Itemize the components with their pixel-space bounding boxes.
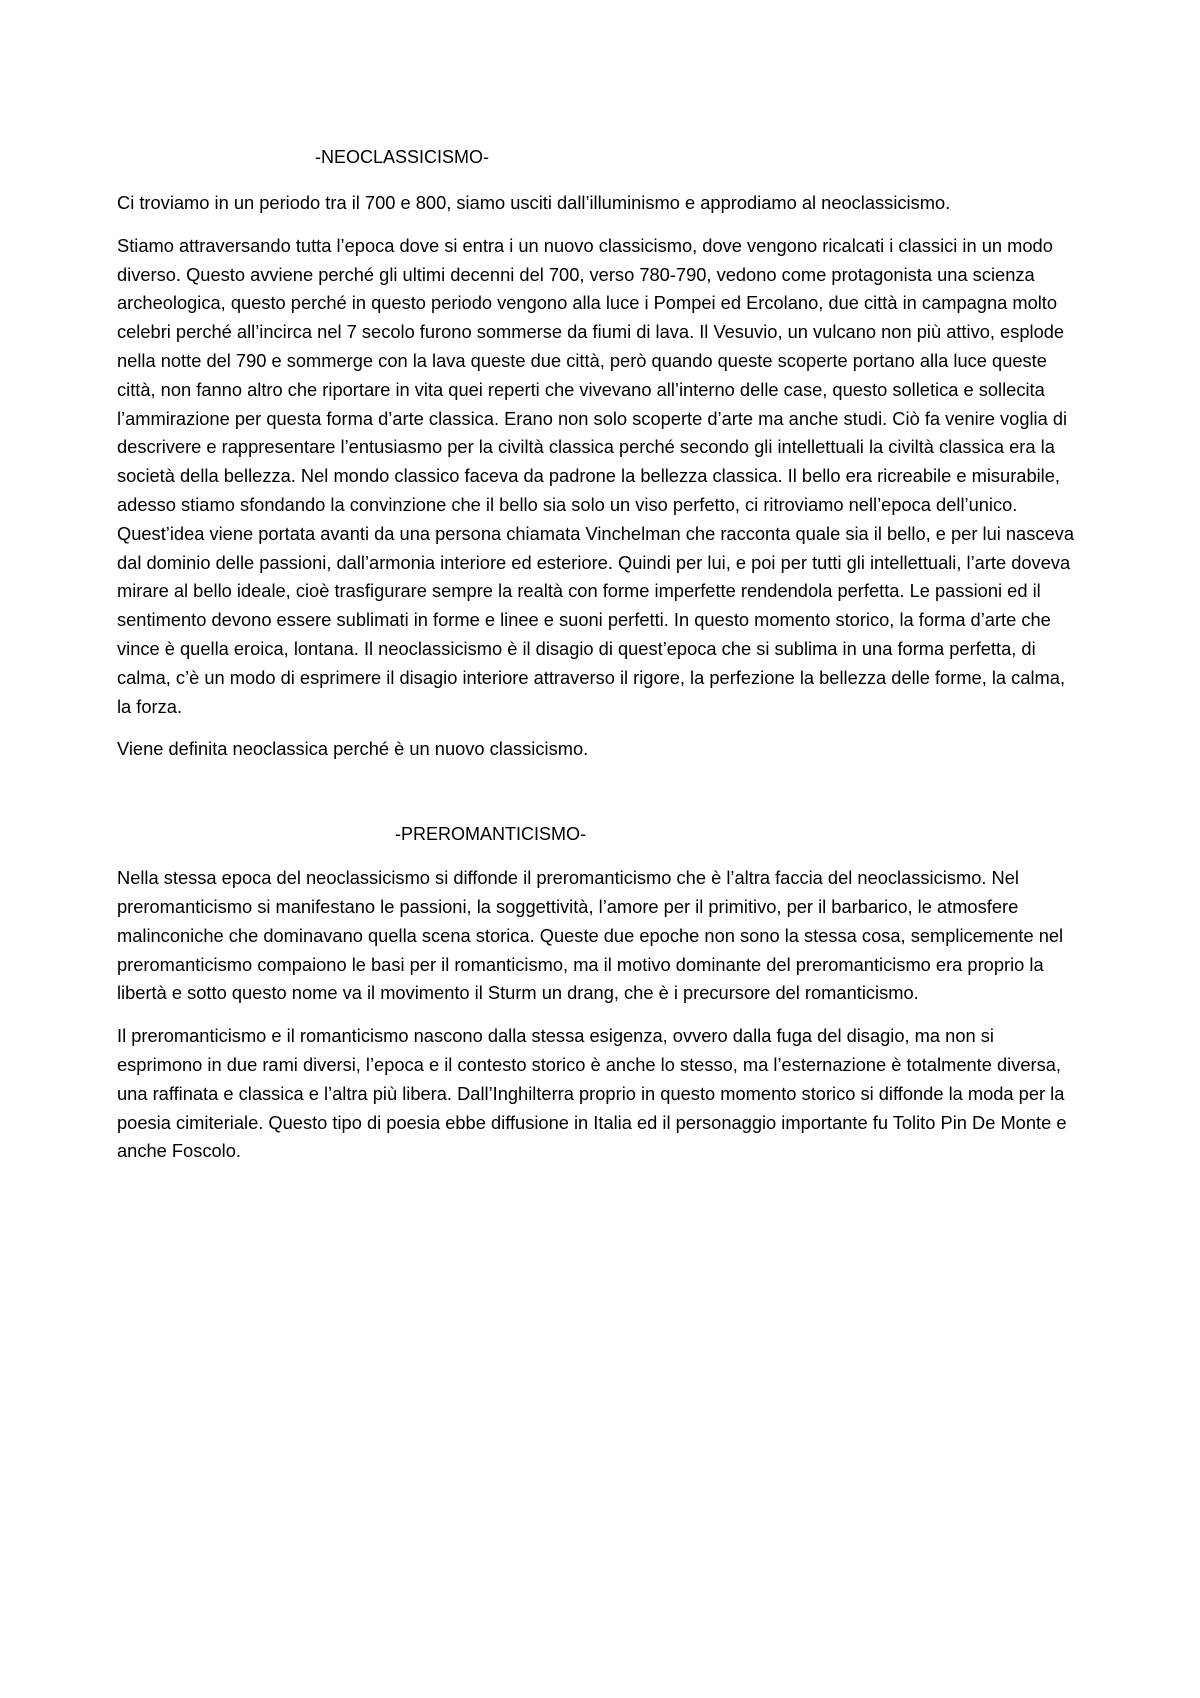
section-title-neoclassicismo: -NEOCLASSICISMO- [315,147,490,167]
paragraph-preromanticismo-body: Il preromanticismo e il romanticismo nascono dalla stessa esigenza, ovvero dalla fuga del disagio, ma non si esprimono in due rami diversi, l’epoca e il contesto storico è anche lo stesso, ma l’esternazione è totalmente diversa, una raffinata e classica e l’altra più libera. Dall’Inghilterra proprio in questo momento storico si diffonde la moda per la poesia cimiteriale. Questo tipo di poesia ebbe diffusione in Italia ed il personaggio importante fu Tolito Pin De Monte e anche Foscolo. [117,1025,1067,1162]
section-title-preromanticismo: -PREROMANTICISMO- [395,824,586,845]
document-body [117,143,1083,1180]
paragraph-intro: Ci troviamo in un periodo tra il 700 e 800, siamo usciti dall’illuminismo e approdiamo al neoclassicismo. [117,192,951,213]
paragraph-neoclassicismo-definition: Viene definita neoclassica perché è un nuovo classicismo. [117,738,589,760]
paragraph-preromanticismo-intro: Nella stessa epoca del neoclassicismo si diffonde il preromanticismo che è l’altra faccia del neoclassicismo. Nel preromanticismo si manifestano le passioni, la soggettività, l’amore per il primitivo, per il barbarico, le atmosfere malinconiche che dominavano quella scena storica. Queste due epoche non sono la stessa cosa, semplicemente nel preromanticismo compaiono le basi per il romanticismo, ma il motivo dominante del preromanticismo era proprio la libertà e sotto questo nome va il movimento il Sturm un drang, che è i precursore del romanticismo. [117,867,1064,1004]
paragraph-neoclassicismo-body: Stiamo attraversando tutta l’epoca dove si entra i un nuovo classicismo, dove vengono ricalcati i classici in un modo diverso. Questo avviene perché gli ultimi decenni del 700, verso 780-790, vedono come protagonista una scienza archeologica, questo perché in questo periodo vengono alla luce i Pompei ed Ercolano, due città in campagna molto celebri perché all’incirca nel 7 secolo furono sommerse da fiumi di lava. Il Vesuvio, un vulcano non più attivo, esplode nella notte del 790 e sommerge con la lava queste due città, però quando queste scoperte portano alla luce queste città, non fanno altro che riportare in vita quei reperti che vivevano all’interno delle case, questo solletica e sollecita l’ammirazione per questa forma d’arte classica. Erano non solo scoperte d’arte ma anche studi. Ciò fa venire voglia di descrivere e rappresentare l’entusiasmo per la civiltà classica perché secondo gli intellettuali la civiltà classica era la società della bellezza. Nel mondo classico faceva da padrone la bellezza classica. Il bello era ricreabile e misurabile, adesso stiamo sfondando la convinzione che il bello sia solo un viso perfetto, ci ritroviamo nell’epoca dell’unico. Quest’idea viene portata avanti da una persona chiamata Vinchelman che racconta quale sia il bello, e per lui nasceva dal dominio delle passioni, dall’armonia interiore ed esteriore. Quindi per lui, e poi per tutti gli intellettuali, l’arte doveva mirare al bello ideale, cioè trasfigurare sempre la realtà con forme imperfette rendendola perfetta. Le passioni ed il sentimento devono essere sublimati in forme e linee e suoni perfetti. In questo momento storico, la forma d’arte che vince è quella eroica, lontana. Il neoclassicismo è il disagio di quest’epoca che si sublima in una forma perfetta, di calma, c’è un modo di esprimere il disagio interiore attraverso il rigore, la perfezione la bellezza delle forme, la calma, la forza. [117,234,1074,717]
